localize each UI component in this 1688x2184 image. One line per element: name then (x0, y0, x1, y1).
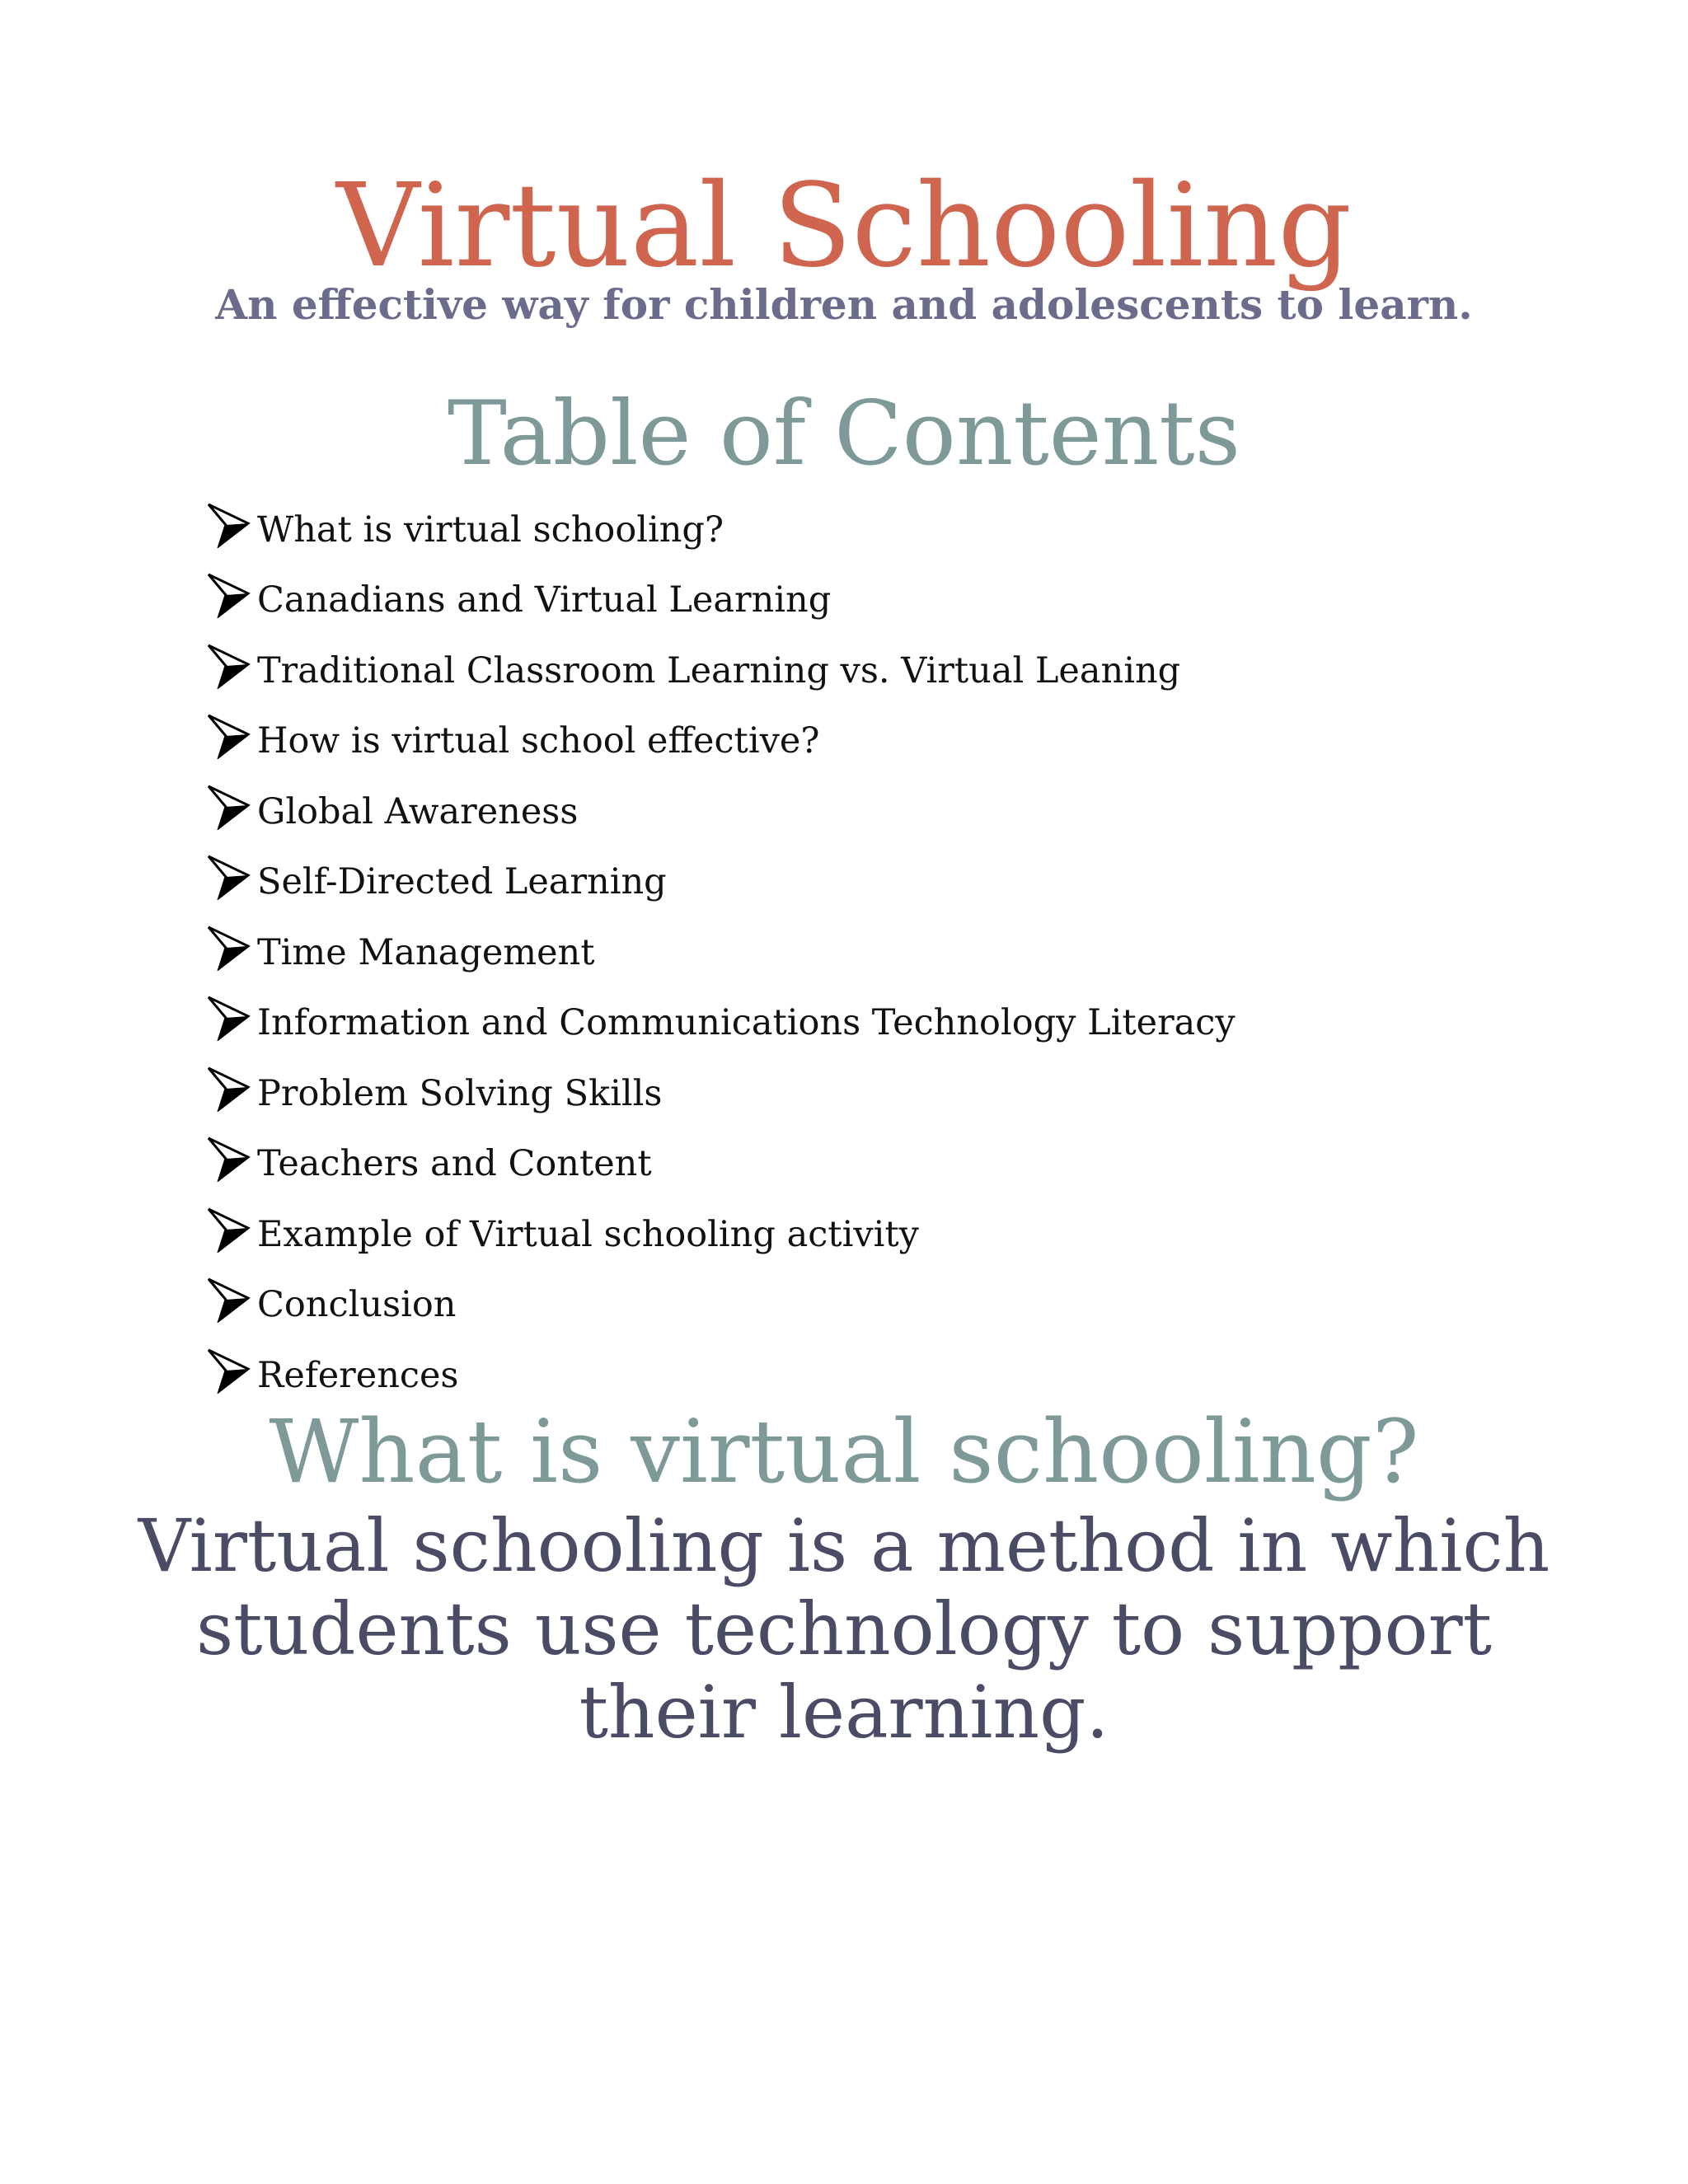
toc-item-problem-solving-skills[interactable] (206, 1058, 1525, 1129)
arrow-bullet-icon (206, 995, 251, 1041)
toc-item-label: Self-Directed Learning (257, 861, 667, 903)
toc-item-teachers-and-content[interactable] (206, 1129, 1525, 1200)
section-body: Virtual schooling is a method in which students use technology to support their learning. (138, 1503, 1550, 1755)
toc-item-label: Problem Solving Skills (257, 1072, 663, 1114)
document-subtitle: An effective way for children and adolescents to learn. (215, 280, 1473, 329)
toc-item-references[interactable] (206, 1340, 1525, 1411)
arrow-bullet-icon (206, 854, 251, 900)
arrow-bullet-icon (206, 1207, 251, 1253)
toc-item-self-directed-learning[interactable] (206, 847, 1525, 918)
arrow-bullet-icon (206, 1347, 251, 1394)
toc-item-how-effective[interactable] (206, 706, 1525, 777)
arrow-bullet-icon (206, 643, 251, 689)
arrow-bullet-icon (206, 925, 251, 971)
arrow-bullet-icon (206, 1066, 251, 1112)
arrow-bullet-icon (206, 1277, 251, 1323)
toc-item-label: Information and Communications Technology Literacy (257, 1002, 1236, 1044)
toc-item-label: What is virtual schooling? (257, 509, 724, 551)
arrow-bullet-icon (206, 784, 251, 830)
toc-item-label: Traditional Classroom Learning vs. Virtual Leaning (257, 649, 1181, 691)
section-heading: What is virtual schooling? (269, 1401, 1419, 1502)
toc-item-label: Canadians and Virtual Learning (257, 579, 832, 621)
toc-item-label: How is virtual school effective? (257, 720, 820, 762)
toc-list (206, 494, 1525, 1411)
arrow-bullet-icon (206, 1136, 251, 1182)
toc-item-label: Global Awareness (257, 790, 579, 832)
toc-item-label: Conclusion (257, 1284, 457, 1326)
toc-item-label: References (257, 1354, 459, 1396)
toc-item-global-awareness[interactable] (206, 776, 1525, 847)
arrow-bullet-icon (206, 713, 251, 759)
toc-item-label: Example of Virtual schooling activity (257, 1213, 919, 1255)
toc-item-time-management[interactable] (206, 917, 1525, 988)
toc-item-label: Teachers and Content (257, 1143, 652, 1185)
toc-item-example-activity[interactable] (206, 1199, 1525, 1270)
document-title: Virtual Schooling (336, 159, 1352, 293)
toc-item-conclusion[interactable] (206, 1270, 1525, 1341)
arrow-bullet-icon (206, 572, 251, 618)
toc-item-traditional-vs-virtual[interactable] (206, 635, 1525, 706)
toc-heading: Table of Contents (447, 382, 1241, 485)
toc-item-ict-literacy[interactable] (206, 988, 1525, 1059)
arrow-bullet-icon (206, 502, 251, 548)
toc-item-label: Time Management (257, 931, 595, 973)
toc-item-canadians-and-virtual-learning[interactable] (206, 565, 1525, 636)
toc-item-what-is-virtual-schooling[interactable] (206, 494, 1525, 565)
